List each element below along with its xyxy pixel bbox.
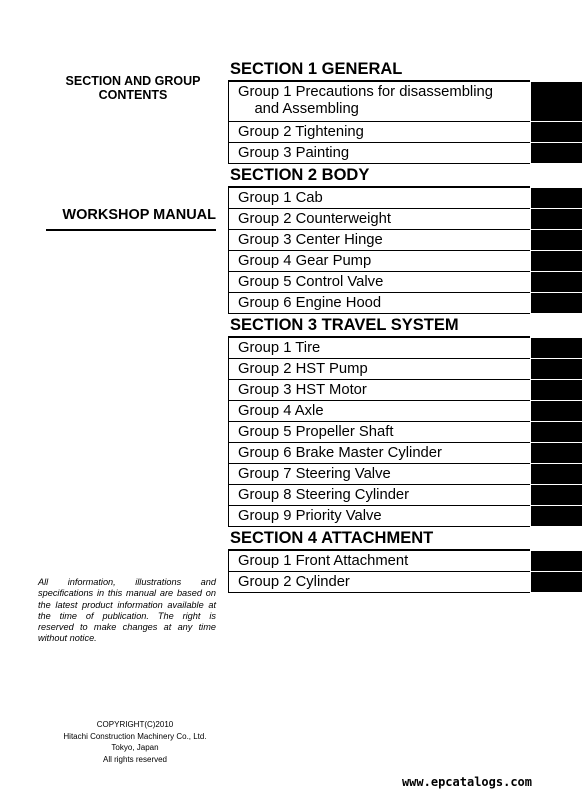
group-entry[interactable]: [228, 572, 530, 593]
copyright-line: Tokyo, Japan: [111, 743, 159, 752]
section-thumb-tab: [531, 506, 582, 526]
section-thumb-tab: [531, 338, 582, 358]
section-block: [228, 164, 582, 314]
section-thumb-tab: [531, 82, 582, 121]
section-thumb-tab: [531, 188, 582, 208]
group-label: Group 3 HST Motor: [238, 382, 367, 398]
section-block: [228, 58, 582, 164]
group-entry[interactable]: [228, 82, 530, 122]
section-title[interactable]: SECTION 4 ATTACHMENT: [228, 527, 530, 551]
workshop-manual-heading: WORKSHOP MANUAL: [46, 207, 216, 231]
section-thumb-tab: [531, 443, 582, 463]
group-label: Group 5 Propeller Shaft: [238, 424, 394, 440]
table-of-contents: [228, 58, 582, 593]
group-label: Group 1 Front Attachment: [238, 553, 409, 569]
group-label: Group 2 Cylinder: [238, 574, 350, 590]
group-label: Group 2 Tightening: [238, 124, 364, 140]
group-entry[interactable]: [228, 251, 530, 272]
group-label: Group 4 Gear Pump: [238, 253, 372, 269]
group-label: Group 7 Steering Valve: [238, 466, 391, 482]
section-thumb-tab: [531, 209, 582, 229]
group-entry[interactable]: [228, 230, 530, 251]
copyright-line: Hitachi Construction Machinery Co., Ltd.: [63, 731, 207, 741]
section-thumb-tab: [531, 485, 582, 505]
section-thumb-tab: [531, 251, 582, 271]
group-entry[interactable]: [228, 422, 530, 443]
section-thumb-tab: [531, 230, 582, 250]
copyright-line: COPYRIGHT(C)2010: [96, 720, 174, 729]
section-thumb-tab: [531, 422, 582, 442]
section-thumb-tab: [531, 122, 582, 142]
website-url[interactable]: www.epcatalogs.com: [401, 775, 532, 789]
section-block: [228, 527, 582, 593]
disclaimer-text: All information, illustrations and specifications in this manual are based on the latest product information available at the time of publication. The right is reserved to make changes at any time without notice.: [38, 577, 216, 644]
group-label: Group 8 Steering Cylinder: [238, 487, 410, 503]
group-label: Group 1 Tire: [238, 340, 321, 356]
group-entry[interactable]: [228, 293, 530, 314]
section-group-contents-heading: SECTION AND GROUP CONTENTS: [65, 74, 201, 102]
group-entry[interactable]: [228, 551, 530, 572]
copyright-block: [40, 719, 230, 765]
section-thumb-tab: [531, 551, 582, 571]
group-label: Group 4 Axle: [238, 403, 324, 419]
group-entry[interactable]: [228, 272, 530, 293]
group-entry[interactable]: [228, 485, 530, 506]
group-label: Group 5 Control Valve: [238, 274, 384, 290]
section-thumb-tab: [531, 293, 582, 313]
section-title[interactable]: SECTION 1 GENERAL: [228, 58, 530, 82]
group-entry[interactable]: [228, 464, 530, 485]
section-thumb-tab: [531, 359, 582, 379]
group-entry[interactable]: [228, 443, 530, 464]
group-label: Group 9 Priority Valve: [238, 508, 382, 524]
copyright-line: All rights reserved: [102, 754, 168, 764]
group-entry[interactable]: [228, 506, 530, 527]
group-label: Group 2 HST Pump: [238, 361, 368, 377]
group-entry[interactable]: [228, 338, 530, 359]
group-entry[interactable]: [228, 188, 530, 209]
section-thumb-tab: [531, 401, 582, 421]
group-label: Group 3 Center Hinge: [238, 232, 383, 248]
section-thumb-tab: [531, 572, 582, 592]
group-entry[interactable]: [228, 401, 530, 422]
group-entry[interactable]: [228, 359, 530, 380]
group-label: Group 3 Painting: [238, 145, 350, 161]
group-entry[interactable]: [228, 122, 530, 143]
section-thumb-tab: [531, 380, 582, 400]
section-title[interactable]: SECTION 2 BODY: [228, 164, 530, 188]
group-label: Group 2 Counterweight: [238, 211, 391, 227]
section-thumb-tab: [531, 272, 582, 292]
group-label: Group 1 Cab: [238, 190, 323, 206]
section-thumb-tab: [531, 464, 582, 484]
group-entry[interactable]: [228, 380, 530, 401]
group-entry[interactable]: [228, 209, 530, 230]
section-title[interactable]: SECTION 3 TRAVEL SYSTEM: [228, 314, 530, 338]
group-label: Group 6 Brake Master Cylinder: [238, 445, 442, 461]
group-label: Group 1 Precautions for disassembling and Assembling: [238, 84, 493, 117]
group-entry[interactable]: [228, 143, 530, 164]
section-thumb-tab: [531, 143, 582, 163]
group-label: Group 6 Engine Hood: [238, 295, 382, 311]
section-block: [228, 314, 582, 527]
